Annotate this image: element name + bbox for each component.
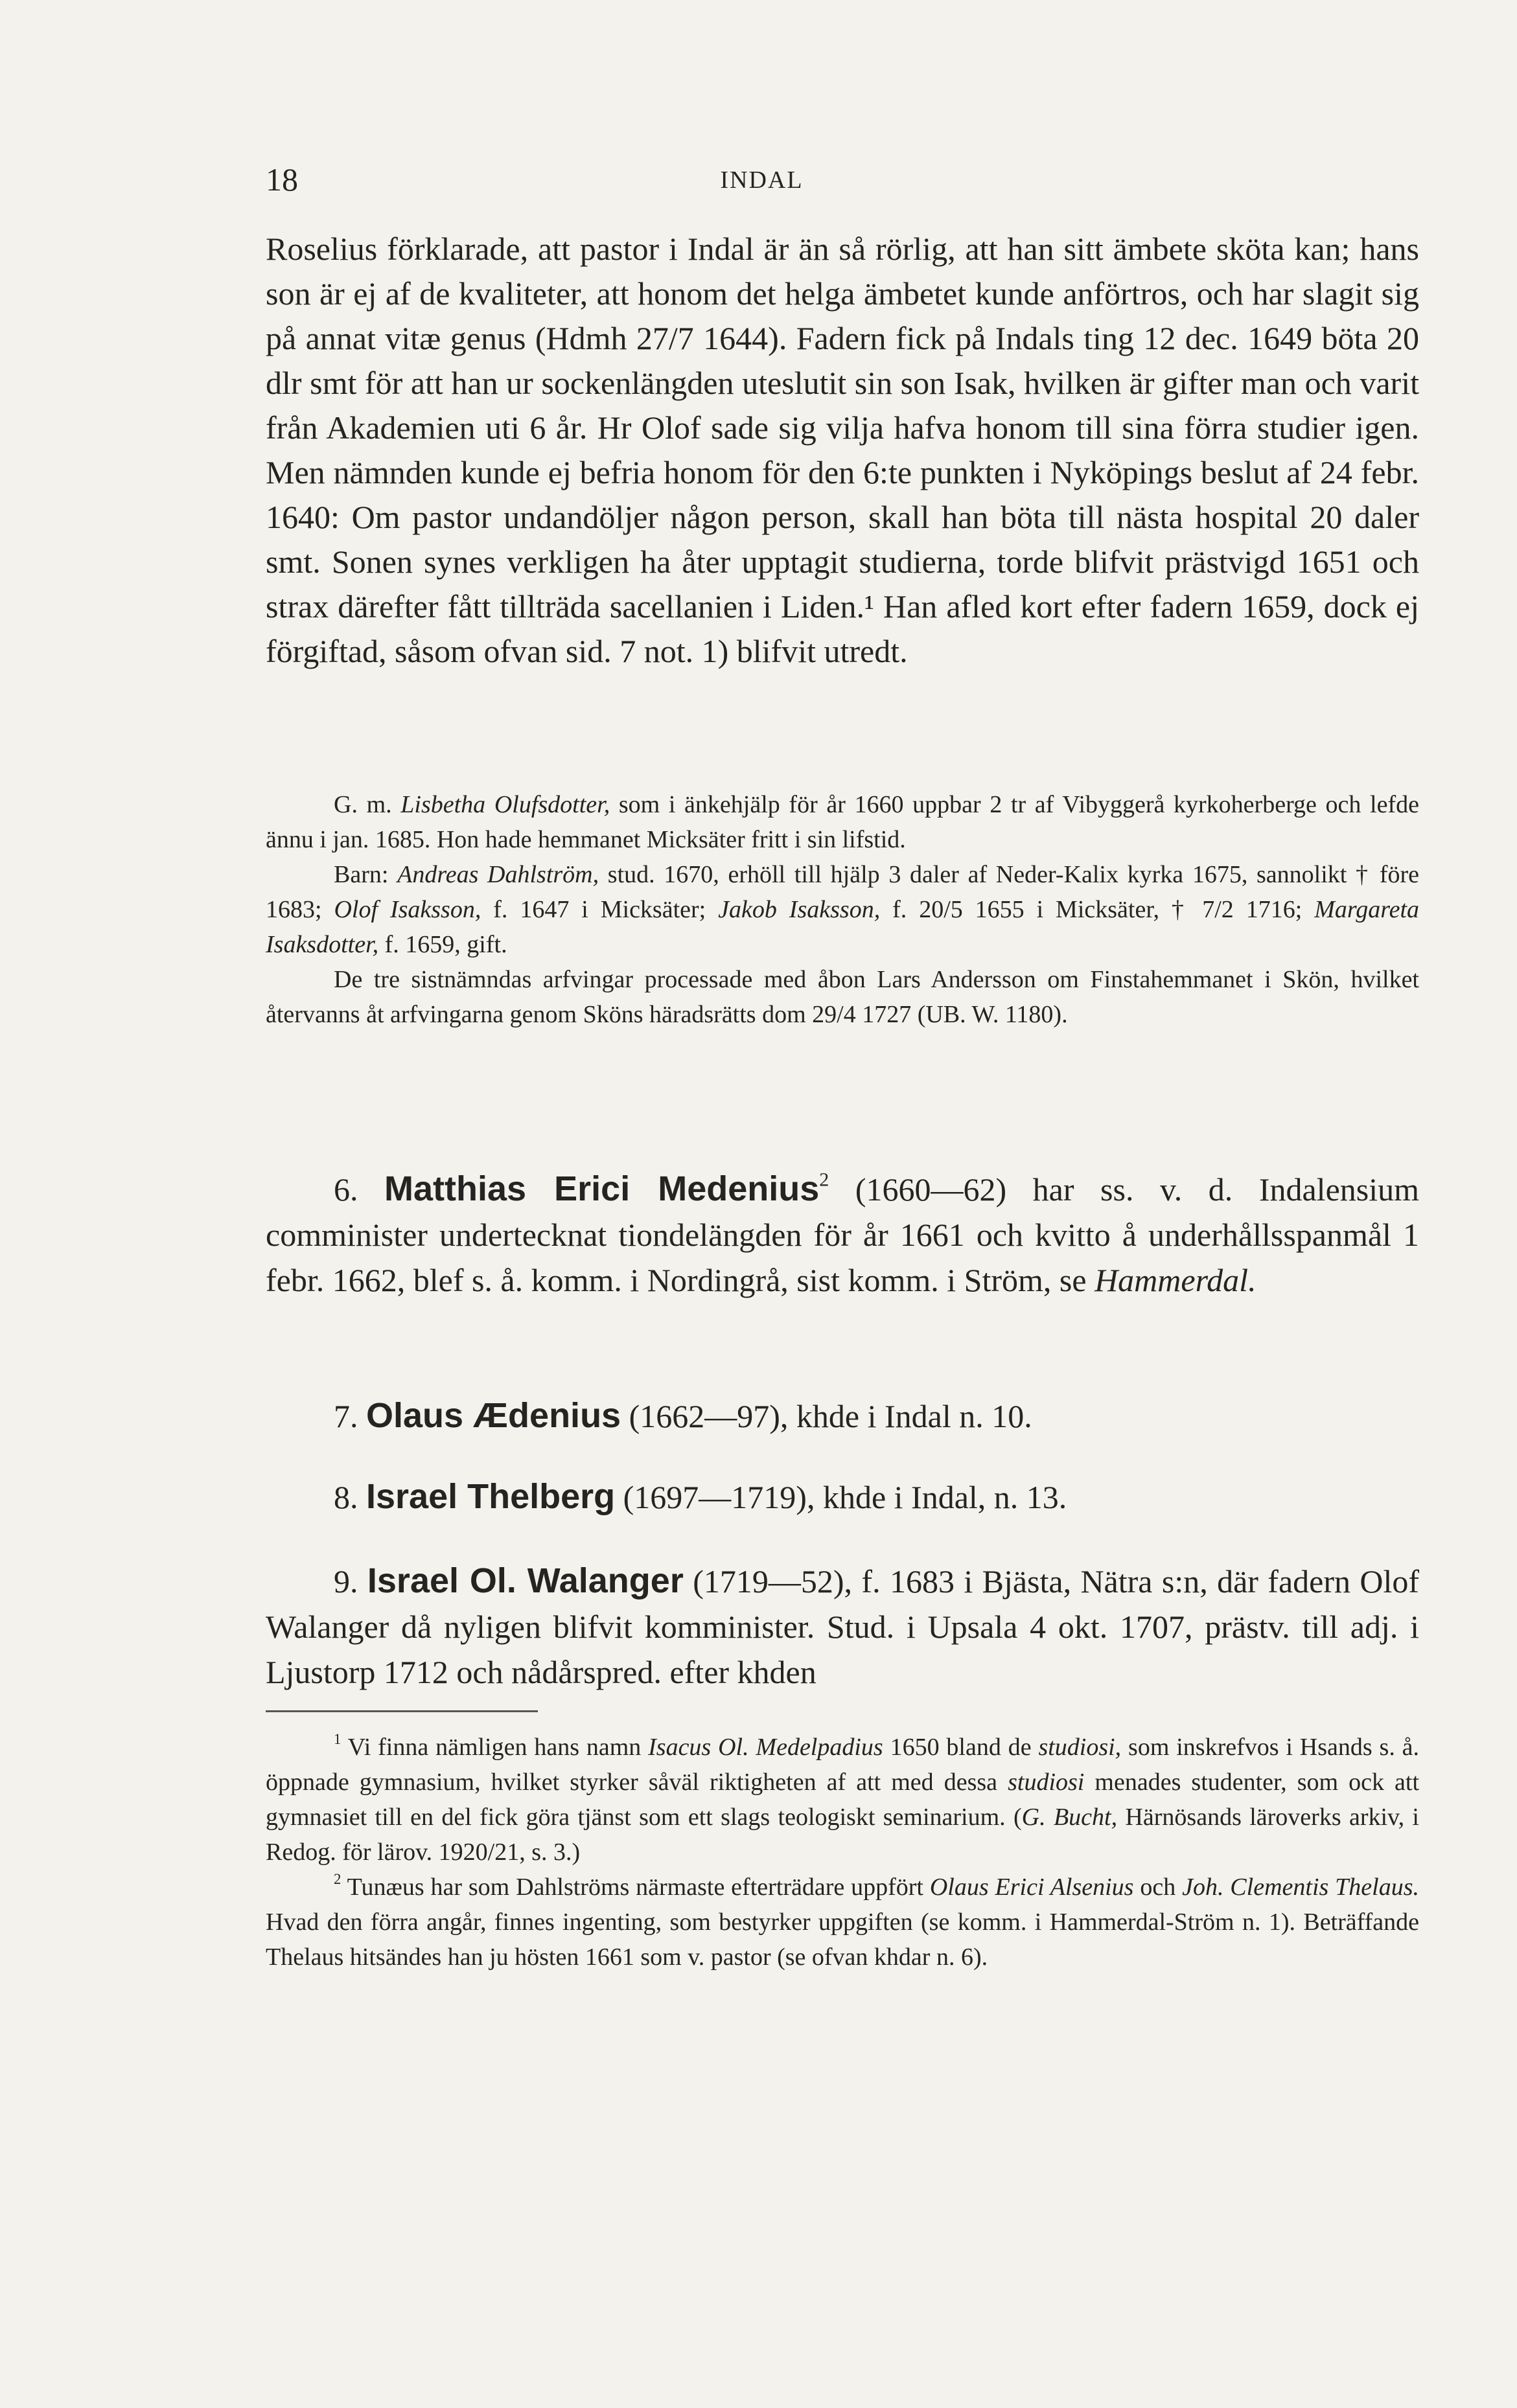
child-text: f. 1659, gift.: [384, 931, 507, 958]
arf-paragraph: De tre sistnämndas arfvingar processade med åbon Lars Andersson om Finstahemmanet i Skön, hvilket återvanns åt arfvingarna genom Sköns häradsrätts dom 29/4 1727 (UB. W. 1180).: [266, 966, 1419, 1028]
footnote-text: Tunæus har som Dahlströms närmaste efterträdare uppfört: [347, 1874, 923, 1901]
gm-text: som i änkehjälp för år 1660 uppbar 2 tr af Vibyggerå kyrkoherberge och lefde ännu i jan. 1685. Hon hade hemmanet Micksäter fritt i sin lifstid.: [266, 791, 1419, 853]
entry-text: (1697—1719), khde i Indal, n. 13.: [623, 1479, 1067, 1515]
footnote-text: Härnösands läroverks arkiv, i Redog. för lärov. 1920/21, s. 3.): [266, 1804, 1419, 1866]
entry-number: 8.: [334, 1479, 358, 1515]
footnote-2: [266, 1870, 1419, 1975]
entry-name: Olaus Ædenius: [366, 1396, 621, 1435]
gm-prefix: G. m.: [334, 791, 392, 818]
running-title: INDAL: [720, 166, 804, 194]
child-name: Olof Isaksson,: [334, 896, 481, 923]
footnote-term: studiosi,: [1038, 1734, 1122, 1761]
entry-9: [266, 1558, 1419, 1695]
footnote-ref: 2: [819, 1169, 829, 1191]
child-name: Jakob Isaksson,: [718, 896, 881, 923]
entry-name: Matthias Erici Medenius: [384, 1169, 820, 1208]
gm-paragraph: [266, 787, 1419, 857]
footnote-mark: 1: [334, 1730, 342, 1747]
footnotes: [266, 1730, 1419, 1975]
footnote-name: Olaus Erici Alsenius: [929, 1874, 1134, 1901]
family-notes: [266, 787, 1419, 1032]
footnote-text: som inskrefvos i Hsands s. å. öppnade gymnasium, hvilket styrker såväl riktigheten af att med dessa: [266, 1734, 1420, 1796]
page-number: 18: [266, 161, 298, 198]
footnote-text: 1650 bland de: [890, 1734, 1032, 1761]
footnote-term: studiosi: [1008, 1769, 1085, 1796]
footnote-divider: [266, 1710, 538, 1712]
barn-paragraph: [266, 857, 1419, 962]
entry-name: Israel Thelberg: [366, 1477, 616, 1516]
footnote-source: G. Bucht,: [1021, 1804, 1118, 1831]
entry-7: [266, 1393, 1419, 1439]
entry-number: 7.: [334, 1398, 358, 1434]
main-paragraph: Roselius förklarade, att pastor i Indal är än så rörlig, att han sitt ämbete sköta kan; hans son är ej af de kvaliteter, att honom det helga ämbetet kunde anförtros, och har slagit sig på annat vitæ genus (Hdmh 27/7 1644). Fadern fick på Indals ting 12 dec. 1649 böta 20 dlr smt för att han ur sockenlängden uteslutit sin son Isak, hvilken är gifter man och varit från Akademien uti 6 år. Hr Olof sade sig vilja hafva honom till sina förra studier igen. Men nämnden kunde ej befria honom för den 6:te punkten i Nyköpings beslut af 24 febr. 1640: Om pastor undandöljer någon person, skall han böta till nästa hospital 20 daler smt. Sonen synes verkligen ha åter upptagit studierna, torde blifvit prästvigd 1651 och strax därefter fått tillträda sacellanien i Liden.¹ Han afled kort efter fadern 1659, dock ej förgiftad, såsom ofvan sid. 7 not. 1) blifvit utredt.: [266, 231, 1419, 669]
footnote-1: [266, 1730, 1419, 1870]
footnote-text: och: [1140, 1874, 1176, 1901]
entry-ref: Hammerdal.: [1094, 1262, 1256, 1298]
footnote-name: Joh. Clementis Thelaus.: [1182, 1874, 1420, 1901]
entry-8: [266, 1474, 1419, 1520]
gm-name: Lisbetha Olufsdotter,: [400, 791, 610, 818]
child-text: f. 1647 i Micksäter;: [493, 896, 706, 923]
child-name: Margareta Isaksdotter,: [266, 896, 1420, 958]
footnote-mark: 2: [334, 1870, 342, 1887]
child-text: f. 20/5 1655 i Micksäter, † 7/2 1716;: [892, 896, 1303, 923]
child-text: stud. 1670, erhöll till hjälp 3 daler af Neder-Kalix kyrka 1675, sannolikt † före 1683;: [266, 861, 1420, 923]
entry-6: [266, 1166, 1419, 1303]
main-text: [266, 227, 1419, 674]
entry-name: Israel Ol. Walanger: [367, 1561, 684, 1600]
entry-text: (1660—62) har ss. v. d. Indalensium comminister undertecknat tiondelängden för år 1661 och kvitto å underhållsspanmål 1 febr. 1662, blef s. å. komm. i Nordingrå, sist komm. i Ström, se: [266, 1171, 1420, 1298]
footnote-text: Vi finna nämligen hans namn: [347, 1734, 642, 1761]
entry-number: 9.: [334, 1563, 358, 1600]
child-name: Andreas Dahlström,: [397, 861, 599, 888]
page-header: [266, 161, 1258, 200]
barn-prefix: Barn:: [334, 861, 389, 888]
entry-text: (1719—52), f. 1683 i Bjästa, Nätra s:n, där fadern Olof Walanger då nyligen blifvit komminister. Stud. i Upsala 4 okt. 1707, prästv. till adj. i Ljustorp 1712 och nådårspred. efter khden: [266, 1563, 1420, 1690]
entry-number: 6.: [334, 1171, 358, 1208]
footnote-text: menades studenter, som ock att gymnasiet till en del fick göra tjänst som ett slags teologiskt seminarium. (: [266, 1769, 1420, 1831]
entry-text: (1662—97), khde i Indal n. 10.: [629, 1398, 1032, 1434]
footnote-name: Isacus Ol. Medelpadius: [648, 1734, 883, 1761]
footnote-text: Hvad den förra angår, finnes ingenting, som bestyrker uppgiften (se komm. i Hammerdal-Ström n. 1). Beträffande Thelaus hitsändes han ju hösten 1661 som v. pastor (se ofvan khdar n. 6).: [266, 1909, 1419, 1971]
